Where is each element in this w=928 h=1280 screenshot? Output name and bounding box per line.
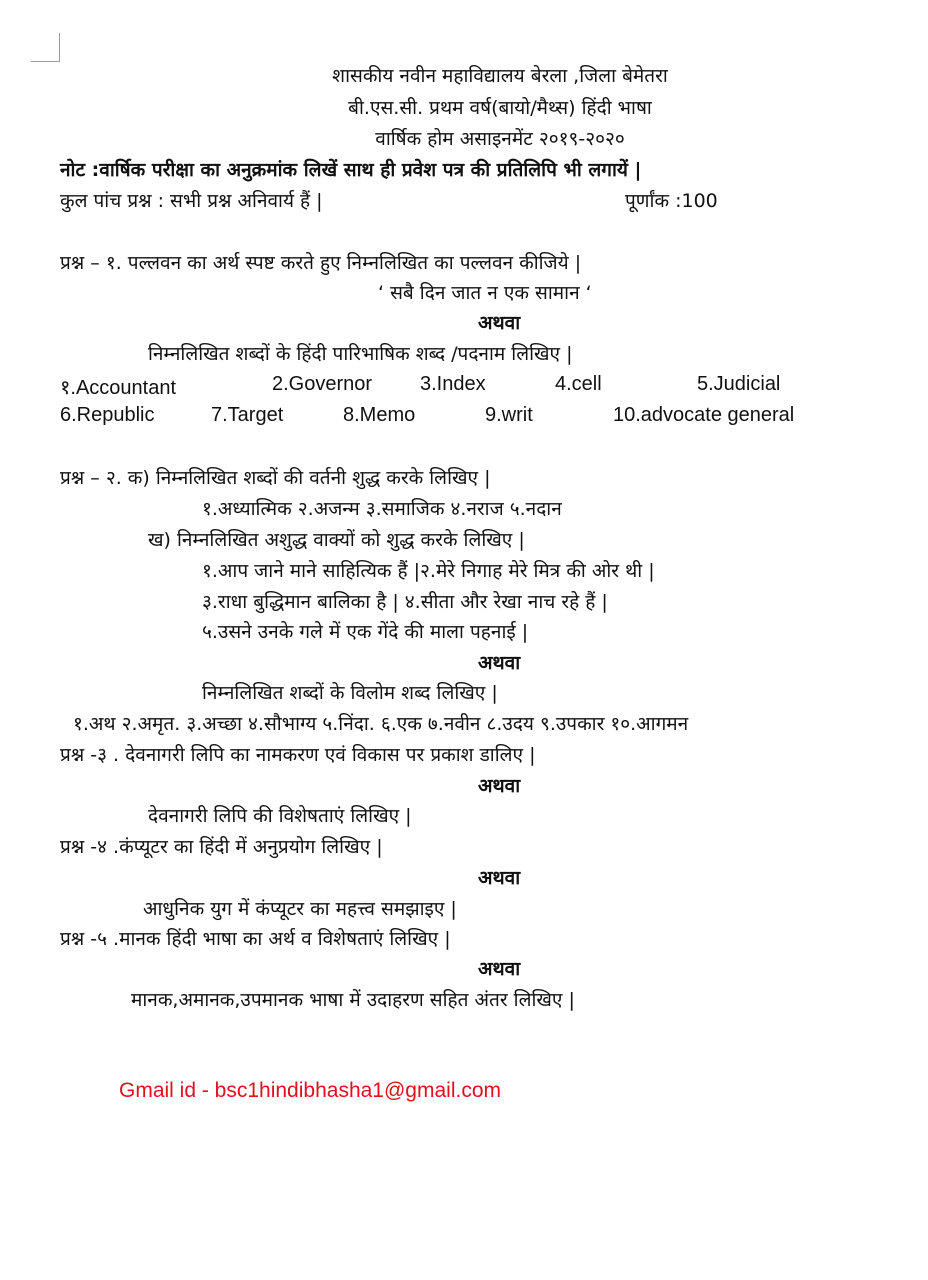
instruction-total: कुल पांच प्रश्न : सभी प्रश्न अनिवार्य हैं | bbox=[60, 190, 323, 212]
q2-part-a: प्रश्न – २. क) निम्नलिखित शब्दों की वर्तनी शुद्ध करके लिखिए | bbox=[60, 467, 491, 489]
q2-or-label: अथवा bbox=[478, 652, 521, 674]
q5-or-label: अथवा bbox=[478, 958, 521, 980]
assignment-title: वार्षिक होम असाइनमेंट २०१९-२०२० bbox=[375, 128, 625, 150]
q2-sentence: ५.उसने उनके गले में एक गेंदे की माला पहनाई | bbox=[202, 621, 529, 643]
q1-term: 8.Memo bbox=[343, 404, 416, 426]
gmail-contact: Gmail id - bsc1hindibhasha1@gmail.com bbox=[119, 1079, 501, 1102]
q2-alt-words: १.अथ २.अमृत. ३.अच्छा ४.सौभाग्य ५.निंदा. ६.एक ७.नवीन ८.उदय ९.उपकार १०.आगमन bbox=[73, 713, 689, 735]
q2-part-a-words: १.अध्यात्मिक २.अजन्म ३.समाजिक ४.नराज ५.नदान bbox=[202, 498, 562, 520]
course-title: बी.एस.सी. प्रथम वर्ष(बायो/मैथ्स) हिंदी भाषा bbox=[348, 97, 652, 119]
q1-question: प्रश्न – १. पल्लवन का अर्थ स्पष्ट करते हुए निम्नलिखित का पल्लवन कीजिये | bbox=[60, 252, 582, 274]
q2-part-b: ख) निम्नलिखित अशुद्ध वाक्यों को शुद्ध करके लिखिए | bbox=[148, 529, 525, 551]
q1-quote: ‘ सबै दिन जात न एक सामान ‘ bbox=[378, 282, 592, 304]
q4-question: प्रश्न -४ .कंप्यूटर का हिंदी में अनुप्रयोग लिखिए | bbox=[60, 836, 383, 858]
q3-alt: देवनागरी लिपि की विशेषताएं लिखिए | bbox=[148, 805, 412, 827]
q4-alt: आधुनिक युग में कंप्यूटर का महत्त्व समझाइए | bbox=[143, 898, 457, 920]
q5-alt: मानक,अमानक,उपमानक भाषा में उदाहरण सहित अंतर लिखिए | bbox=[131, 989, 575, 1011]
q1-term: 3.Index bbox=[420, 373, 486, 395]
page-corner-mark bbox=[31, 33, 60, 62]
q1-term: 9.writ bbox=[485, 404, 533, 426]
college-title: शासकीय नवीन महाविद्यालय बेरला ,जिला बेमेतरा bbox=[332, 65, 668, 87]
q4-or-label: अथवा bbox=[478, 867, 521, 889]
q1-term: 10.advocate general bbox=[613, 404, 795, 426]
q2-alt: निम्नलिखित शब्दों के विलोम शब्द लिखिए | bbox=[202, 682, 498, 704]
q1-term: 5.Judicial bbox=[697, 373, 781, 395]
max-marks: पूर्णांक :100 bbox=[625, 190, 718, 212]
q1-term: १.Accountant bbox=[60, 377, 177, 399]
q2-sentence: ३.राधा बुद्धिमान बालिका है | ४.सीता और रेखा नाच रहे हैं | bbox=[202, 591, 608, 613]
q1-term: 2.Governor bbox=[272, 373, 373, 395]
q1-term: 6.Republic bbox=[60, 404, 155, 426]
q3-question: प्रश्न -३ . देवनागरी लिपि का नामकरण एवं विकास पर प्रकाश डालिए | bbox=[60, 744, 536, 766]
q1-term: 7.Target bbox=[211, 404, 284, 426]
q1-alt: निम्नलिखित शब्दों के हिंदी पारिभाषिक शब्द /पदनाम लिखिए | bbox=[148, 343, 573, 365]
q5-question: प्रश्न -५ .मानक हिंदी भाषा का अर्थ व विशेषताएं लिखिए | bbox=[60, 928, 451, 950]
q1-or-label: अथवा bbox=[478, 312, 521, 334]
q3-or-label: अथवा bbox=[478, 775, 521, 797]
q2-sentence: १.आप जाने माने साहित्यिक हैं |२.मेरे निगाह मेरे मित्र की ओर थी | bbox=[202, 560, 655, 582]
q1-term: 4.cell bbox=[555, 373, 602, 395]
note-line: नोट :वार्षिक परीक्षा का अनुक्रमांक लिखें साथ ही प्रवेश पत्र की प्रतिलिपि भी लगायें | bbox=[60, 159, 642, 181]
